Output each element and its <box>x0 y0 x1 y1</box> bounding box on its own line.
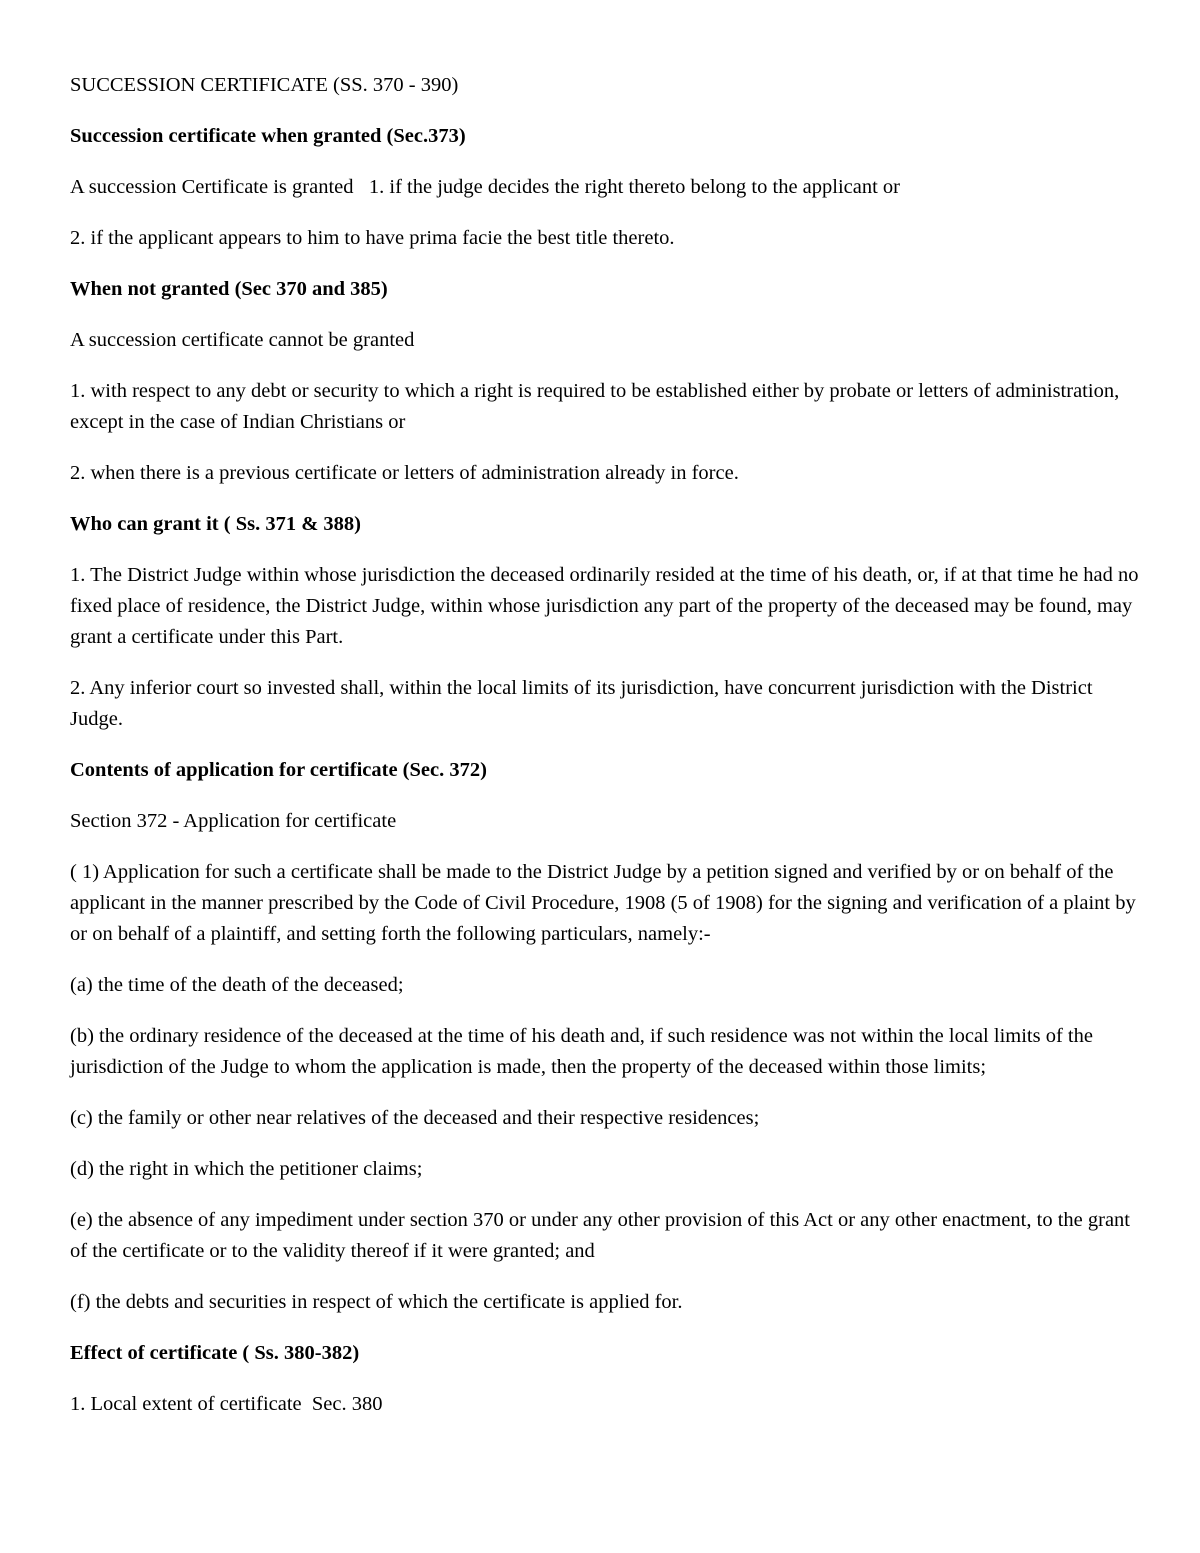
paragraph-granted-1: A succession Certificate is granted 1. if the judge decides the right thereto belong to the applicant or <box>70 176 900 198</box>
paragraph-application-1: ( 1) Application for such a certificate shall be made to the District Judge by a petition signed and verified by or on behalf of the applicant in the manner prescribed by the Code of Civil Procedure, 1908 (5 of 1908) for the signing and verification of a plaint by or on behalf of a plaintiff, and setting forth the following particulars, namely:- <box>70 861 1136 945</box>
heading-effect-of-certificate: Effect of certificate ( Ss. 380-382) <box>70 1342 360 1364</box>
paragraph-granted-2: 2. if the applicant appears to him to have prima facie the best title thereto. <box>70 227 675 249</box>
document-page <box>70 70 1140 1440</box>
paragraph-item-a: (a) the time of the death of the deceased; <box>70 974 404 996</box>
paragraph-section-372: Section 372 - Application for certificate <box>70 810 397 832</box>
heading-when-granted: Succession certificate when granted (Sec.373) <box>70 125 466 147</box>
paragraph-who-1: 1. The District Judge within whose jurisdiction the deceased ordinarily resided at the time of his death, or, if at that time he had no fixed place of residence, the District Judge, within whose jurisdiction any part of the property of the deceased may be found, may grant a certificate under this Part. <box>70 564 1139 648</box>
paragraph-not-granted-2: 2. when there is a previous certificate or letters of administration already in force. <box>70 462 739 484</box>
heading-who-can-grant: Who can grant it ( Ss. 371 & 388) <box>70 513 361 535</box>
heading-when-not-granted: When not granted (Sec 370 and 385) <box>70 278 388 300</box>
heading-contents-of-application: Contents of application for certificate (Sec. 372) <box>70 759 487 781</box>
paragraph-not-granted-1: 1. with respect to any debt or security to which a right is required to be established either by probate or letters of administration, except in the case of Indian Christians or <box>70 380 1120 433</box>
paragraph-item-e: (e) the absence of any impediment under section 370 or under any other provision of this Act or any other enactment, to the grant of the certificate or to the validity thereof if it were granted; and <box>70 1209 1130 1262</box>
paragraph-item-c: (c) the family or other near relatives of the deceased and their respective residences; <box>70 1107 760 1129</box>
paragraph-item-f: (f) the debts and securities in respect of which the certificate is applied for. <box>70 1291 683 1313</box>
paragraph-item-d: (d) the right in which the petitioner claims; <box>70 1158 423 1180</box>
paragraph-effect-1: 1. Local extent of certificate Sec. 380 <box>70 1393 383 1415</box>
document-title: SUCCESSION CERTIFICATE (SS. 370 - 390) <box>70 74 459 96</box>
paragraph-item-b: (b) the ordinary residence of the deceased at the time of his death and, if such residence was not within the local limits of the jurisdiction of the Judge to whom the application is made, then the property of the deceased within those limits; <box>70 1025 1093 1078</box>
paragraph-who-2: 2. Any inferior court so invested shall, within the local limits of its jurisdiction, have concurrent jurisdiction with the District Judge. <box>70 677 1093 730</box>
paragraph-not-granted-intro: A succession certificate cannot be granted <box>70 329 415 351</box>
